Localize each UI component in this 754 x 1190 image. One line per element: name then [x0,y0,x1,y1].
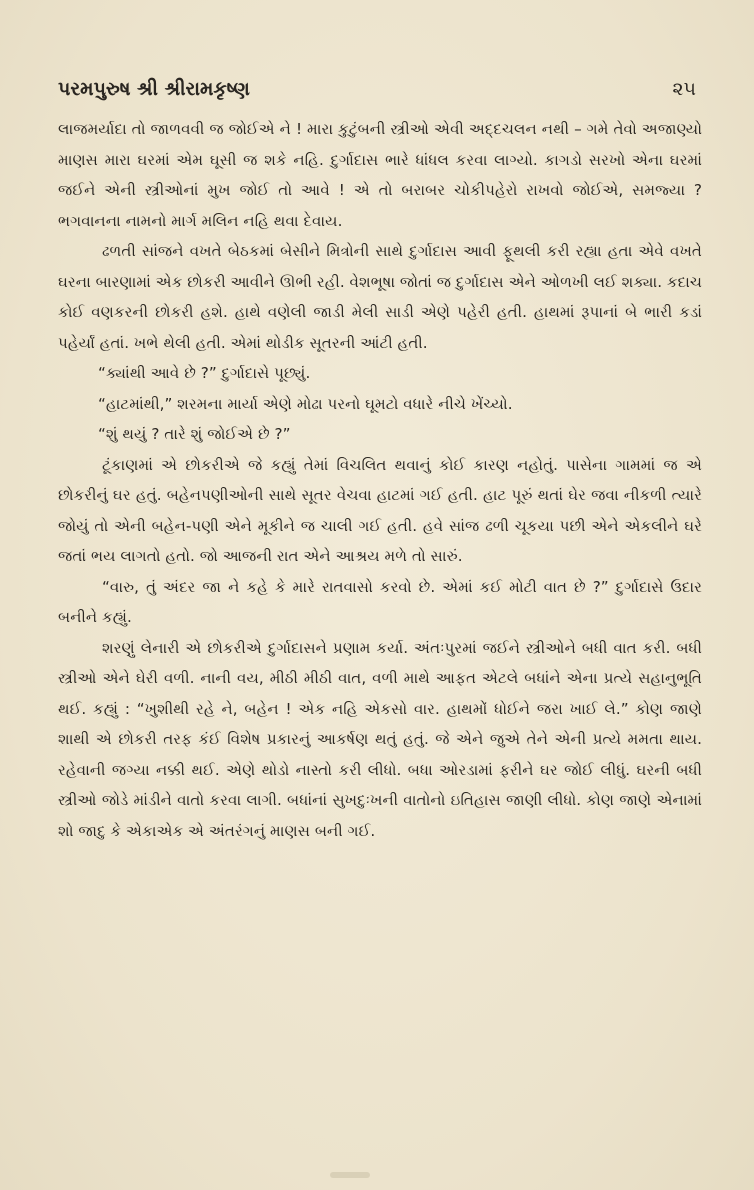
page-number: ૨૫ [672,78,696,100]
paragraph-2: ઢળતી સાંજને વખતે બેઠકમાં બેસીને મિત્રોની સાથે દુર્ગાદાસ આવી ફૂથલી કરી રહ્યા હતા એવે વખતે ઘરના બારણામાં એક છોકરી આવીને ઊભી રહી. વેશભૂષા જોતાં જ દુર્ગાદાસ એને ઓળખી લઈ શક્યા. કદાચ કોઈ વણકરની છોકરી હશે. હાથે વણેલી જાડી મેલી સાડી એણે પહેરી હતી. હાથમાં રૂપાનાં બે ભારી કડાં પહેર્યાં હતાં. ખભે થેલી હતી. એમાં થોડીક સૂતરની આંટી હતી. [58,242,702,352]
running-title: પરમપુરુષ શ્રી શ્રીરામકૃષ્ણ [58,78,250,100]
page-stain [330,1172,370,1178]
paragraph-5: શરણું લેનારી એ છોકરીએ દુર્ગાદાસને પ્રણામ કર્યા. અંતઃપુરમાં જઈને સ્ત્રીઓને બધી વાત કરી. બધી સ્ત્રીઓ એને ઘેરી વળી. નાની વય, મીઠી મીઠી વાત, વળી માથે આફત એટલે બધાંને એના પ્રત્યે સહાનુભૂતિ થઈ. કહ્યું : “ખુશીથી રહે ને, બહેન ! એક નહિ એકસો વાર. હાથમોં ધોઈને જરા ખાઈ લે.” કોણ જાણે શાથી એ છોકરી તરફ કંઈ વિશેષ પ્રકારનું આકર્ષણ થતું હતું. જે એને જુએ તેને એની પ્રત્યે મમતા થાય. રહેવાની જગ્યા નક્કી થઈ. એણે થોડો નાસ્તો કરી લીધો. બધા ઓરડામાં ફરીને ઘર જોઈ લીધું. ઘરની બધી સ્ત્રીઓ જોડે માંડીને વાતો કરવા લાગી. બધાંનાં સુખદુઃખની વાતોનો ઇતિહાસ જાણી લીધો. કોણ જાણે એનામાં શો જાદુ કે એકાએક એ અંતરંગનું માણસ બની ગઈ. [58,638,702,840]
paragraph-4: “વારુ, તું અંદર જા ને કહે કે મારે રાતવાસો કરવો છે. એમાં કઈ મોટી વાત છે ?” દુર્ગાદાસે ઉદાર બનીને કહ્યું. [58,577,702,626]
paragraph-1: લાજમર્યાદા તો જાળવવી જ જોઈએ ને ! મારા કુટુંબની સ્ત્રીઓ એવી અદ્દચલન નથી – ગમે તેવો અજાણ્યો માણસ મારા ઘરમાં એમ ઘૂસી જ શકે નહિ. દુર્ગાદાસ ભારે ધાંધલ કરવા લાગ્યો. કાગડો સરખો એના ઘરમાં જઈને એની સ્ત્રીઓનાં મુખ જોઈ તો આવે ! એ તો બરાબર ચોકીપહેરો રાખવો જોઈએ, સમજ્યા ? ભગવાનના નામનો માર્ગ મલિન નહિ થવા દેવાય. [58,120,702,230]
paragraph-3: ટૂંકાણમાં એ છોકરીએ જે કહ્યું તેમાં વિચલિત થવાનું કોઈ કારણ નહોતું. પાસેના ગામમાં જ એ છોકરીનું ઘર હતું. બહેનપણીઓની સાથે સૂતર વેચવા હાટમાં ગઈ હતી. હાટ પૂરું થતાં ઘેર જવા નીકળી ત્યારે જોયું તો એની બહેન-પણી એને મૂકીને જ ચાલી ગઈ હતી. હવે સાંજ ઢળી ચૂકયા પછી એને એકલીને ઘરે જતાં ભય લાગતો હતો. જો આજની રાત એને આશ્રય મળે તો સારું. [58,455,702,565]
running-head [58,78,702,100]
dialog-line-3: “શું થયું ? તારે શું જોઈએ છે ?” [98,425,291,443]
dialog-line-1: “ક્યાંથી આવે છે ?” દુર્ગાદાસે પૂછ્યું. [98,364,311,382]
body-text [58,114,702,846]
dialog-line-2: “હાટમાંથી,” શરમના માર્યા એણે મોઢા પરનો ઘૂમટો વધારે નીચે ખેંચ્યો. [98,394,513,413]
